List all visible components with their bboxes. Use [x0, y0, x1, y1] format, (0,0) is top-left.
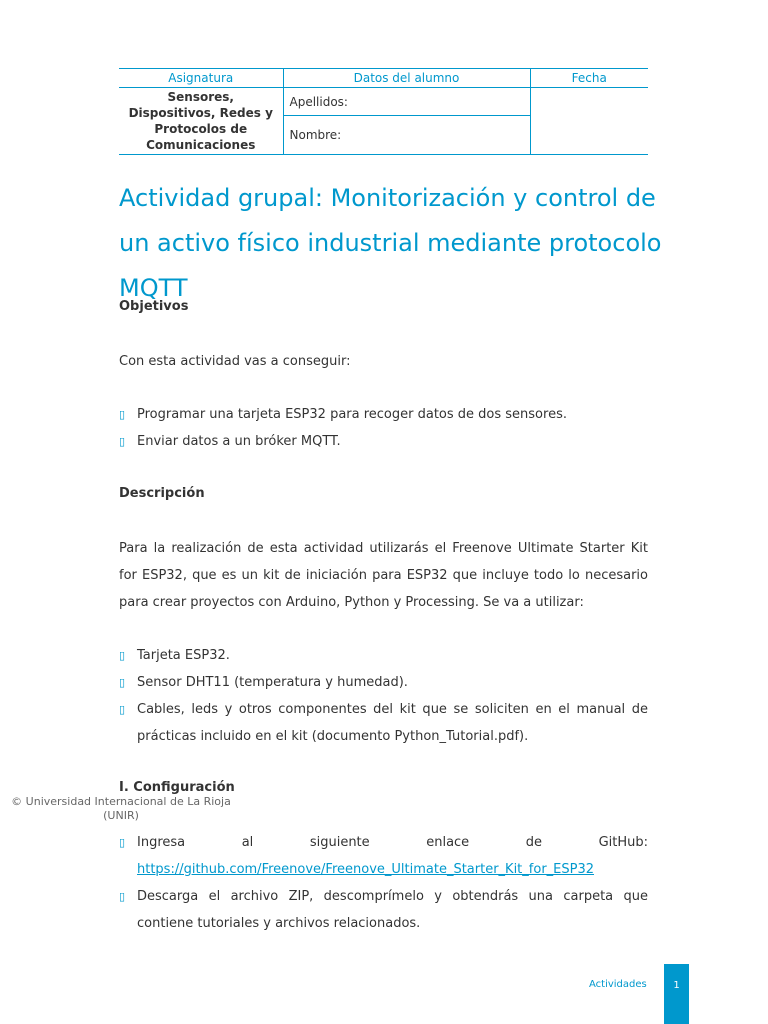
square-bullet-icon: ▯ — [119, 676, 126, 689]
list-item-text: Descarga el archivo ZIP, descomprímelo y obtendrás una carpeta que contiene tutoriales y archivos relacionados. — [137, 889, 648, 931]
objectives-heading: Objetivos — [119, 299, 189, 314]
list-item — [119, 669, 648, 696]
list-item — [119, 829, 648, 883]
student-data-column-header: Datos del alumno — [283, 69, 530, 88]
square-bullet-icon: ▯ — [119, 890, 126, 903]
objectives-intro: Con esta actividad vas a conseguir: — [119, 354, 351, 369]
list-item — [119, 883, 648, 937]
surname-field: Apellidos: — [283, 88, 530, 116]
square-bullet-icon: ▯ — [119, 435, 126, 448]
square-bullet-icon: ▯ — [119, 836, 126, 849]
date-column-header: Fecha — [530, 69, 648, 88]
materials-list — [119, 642, 648, 750]
page-title: Actividad grupal: Monitorización y control de un activo físico industrial mediante protocolo MQTT — [119, 184, 662, 302]
list-item — [119, 401, 648, 428]
list-item — [119, 642, 648, 669]
word: al — [241, 835, 254, 850]
github-link[interactable]: https://github.com/Freenove/Freenove_Ultimate_Starter_Kit_for_ESP32 — [137, 862, 595, 877]
objectives-list — [119, 401, 648, 455]
list-item-text: Cables, leds y otros componentes del kit que se soliciten en el manual de prácticas incluido en el kit (documento Python_Tutorial.pdf). — [137, 702, 648, 744]
configuration-list — [119, 829, 648, 937]
word: GitHub: — [598, 835, 648, 850]
word: siguiente — [309, 835, 370, 850]
description-paragraph: Para la realización de esta actividad utilizarás el Freenove Ultimate Starter Kit for ESP32, que es un kit de iniciación para ESP32 que incluye todo lo necesario para crear proyectos con Arduino, Python y Processing. Se va a utilizar: — [119, 541, 648, 610]
page-number-tab — [664, 964, 689, 1024]
list-item-text: Enviar datos a un bróker MQTT. — [137, 434, 341, 449]
word: Ingresa — [137, 835, 186, 850]
description-heading: Descripción — [119, 486, 205, 501]
list-item-text: Tarjeta ESP32. — [137, 648, 230, 663]
footer-section-label: Actividades — [589, 979, 647, 990]
word: enlace — [426, 835, 470, 850]
name-field: Nombre: — [283, 116, 530, 155]
list-item — [119, 428, 648, 455]
header-table — [119, 68, 648, 155]
square-bullet-icon: ▯ — [119, 649, 126, 662]
date-field — [530, 88, 648, 155]
github-instruction — [137, 829, 648, 856]
square-bullet-icon: ▯ — [119, 703, 126, 716]
list-item — [119, 696, 648, 750]
page-number: 1 — [673, 980, 680, 991]
subject-column-header: Asignatura — [119, 69, 283, 88]
configuration-heading: I. Configuración — [119, 780, 235, 795]
list-item-text: Programar una tarjeta ESP32 para recoger datos de dos sensores. — [137, 407, 567, 422]
word: de — [525, 835, 542, 850]
copyright-notice: © Universidad Internacional de La Rioja (UNIR) — [11, 795, 231, 822]
subject-name: Sensores, Dispositivos, Redes y Protocolos de Comunicaciones — [119, 88, 283, 155]
list-item-text: Sensor DHT11 (temperatura y humedad). — [137, 675, 408, 690]
square-bullet-icon: ▯ — [119, 408, 126, 421]
